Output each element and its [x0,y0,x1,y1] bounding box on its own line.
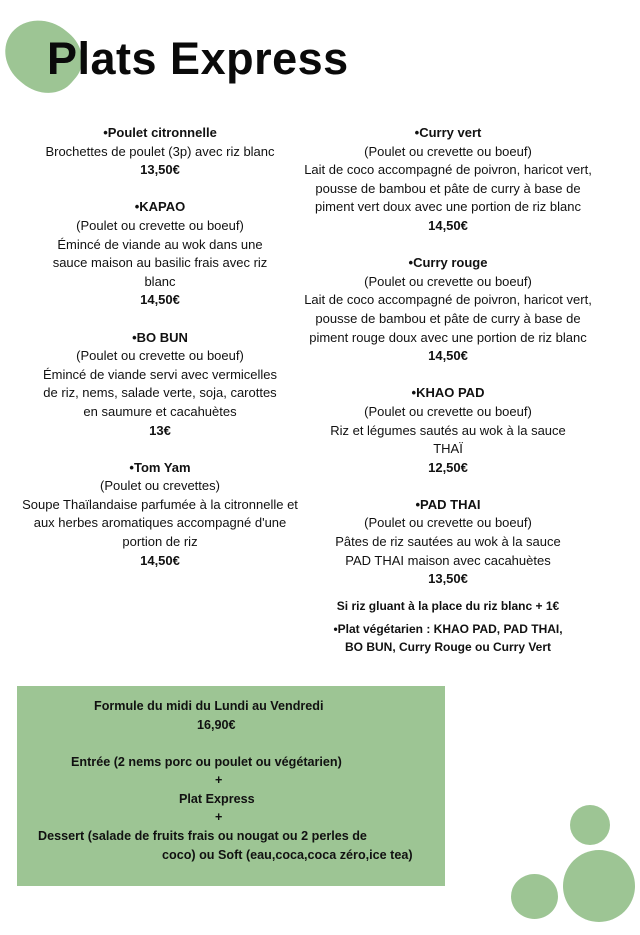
menu-item-description: THAÏ [433,441,463,457]
lunch-formula-box [17,686,445,886]
menu-item-description: Lait de coco accompagné de poivron, haricot vert, [304,292,592,308]
decorative-circle [563,850,635,922]
menu-item-name: •BO BUN [132,329,188,345]
menu-item-price: 14,50€ [428,348,468,364]
formula-plus: + [215,773,223,787]
menu-item-price: 14,50€ [140,552,180,568]
formula-title: Formule du midi du Lundi au Vendredi [94,699,324,713]
menu-item-description: Émincé de viande au wok dans une [57,236,263,252]
menu-item-description: Riz et légumes sautés au wok à la sauce [330,422,566,438]
menu-notes [293,597,603,661]
menu-item-description: Émincé de viande servi avec vermicelles [42,366,278,382]
menu-item-description: Pâtes de riz sautées au wok à la sauce [335,534,561,550]
menu-item-name: •KAPAO [134,199,186,215]
menu-item-name: •KHAO PAD [411,385,485,401]
menu-item-description: Brochettes de poulet (3p) avec riz blanc [45,143,275,159]
menu-item-description: Lait de coco accompagné de poivron, haricot vert, [304,162,592,178]
sticky-rice-note: Si riz gluant à la place du riz blanc + 1€ [336,599,560,613]
menu-item-description: (Poulet ou crevette ou boeuf) [364,515,532,531]
menu-item-description: (Poulet ou crevette ou boeuf) [364,273,532,289]
menu-item-price: 13,50€ [428,571,468,587]
formula-dessert-line1: Dessert (salade de fruits frais ou nougat ou 2 perles de [38,829,367,843]
menu-item [293,384,603,477]
menu-item-name: •Poulet citronnelle [103,125,217,140]
formula-price: 16,90€ [197,718,236,732]
menu-item-price: 14,50€ [428,217,468,233]
menu-item-price: 13,50€ [140,162,180,178]
formula-dessert-line2: coco) ou Soft (eau,coca,coca zéro,ice tea) [162,848,413,862]
menu-item-description: piment rouge doux avec une portion de riz blanc [309,329,587,345]
menu-item-description: (Poulet ou crevette ou boeuf) [76,217,244,233]
menu-item-description: aux herbes aromatiques accompagné d'une [33,515,287,531]
menu-item-description: portion de riz [122,534,198,550]
menu-item-price: 14,50€ [140,292,180,308]
menu-item [10,124,310,180]
vegetarian-note-line1: •Plat végétarien : KHAO PAD, PAD THAI, [333,621,563,636]
menu-item [10,198,310,310]
menu-item-name: •Curry rouge [408,255,488,271]
menu-item-price: 13€ [149,422,171,438]
menu-item [10,329,310,441]
vegetarian-note-line2: BO BUN, Curry Rouge ou Curry Vert [344,640,552,654]
menu-item-description: PAD THAI maison avec cacahuètes [345,552,551,568]
menu-item-description: blanc [144,273,176,289]
menu-item-description: pousse de bambou et pâte de curry à base de [315,310,581,326]
formula-entree: Entrée (2 nems porc ou poulet ou végétarien) [71,755,342,769]
menu-item-description: de riz, nems, salade verte, soja, carottes [43,385,277,401]
menu-item-price: 12,50€ [428,459,468,475]
menu-item-description: (Poulet ou crevette ou boeuf) [364,143,532,159]
menu-item [10,459,310,571]
decorative-circle [511,874,558,919]
menu-column-right [293,124,603,607]
page-title: Plats Express [47,33,349,84]
menu-item [293,496,603,589]
menu-item-description: en saumure et cacahuètes [83,403,237,419]
decorative-circle [570,805,610,845]
menu-column-left [10,124,310,589]
menu-item [293,124,603,236]
menu-item-description: sauce maison au basilic frais avec riz [52,255,268,271]
menu-item-description: Soupe Thaïlandaise parfumée à la citronnelle et [22,496,298,512]
menu-item-description: (Poulet ou crevette ou boeuf) [76,348,244,364]
formula-plus: + [215,810,223,824]
menu-item-description: pousse de bambou et pâte de curry à base de [315,180,581,196]
menu-item-name: •Curry vert [414,125,482,140]
menu-item [293,254,603,366]
menu-item-name: •Tom Yam [129,459,191,475]
menu-item-description: piment vert doux avec une portion de riz blanc [315,199,581,215]
menu-item-description: (Poulet ou crevette ou boeuf) [364,403,532,419]
menu-item-name: •PAD THAI [415,496,481,512]
formula-plat: Plat Express [179,792,255,806]
menu-item-description: (Poulet ou crevettes) [100,478,220,494]
